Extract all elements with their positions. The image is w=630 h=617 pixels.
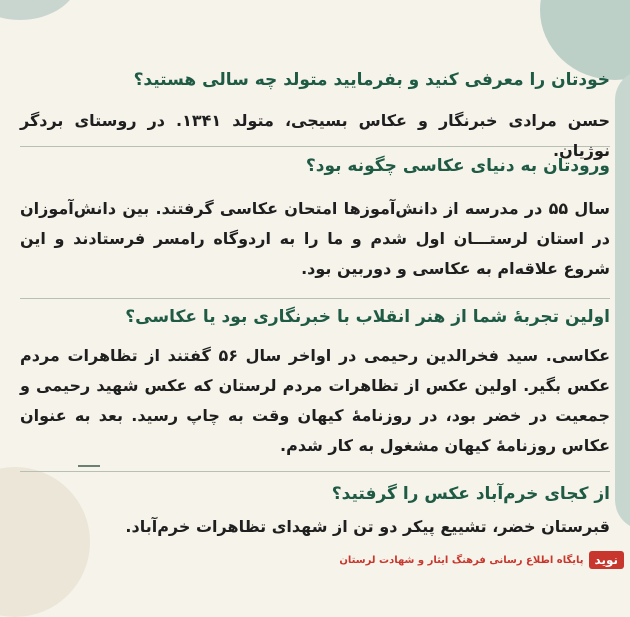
logo-text: پایگاه اطلاع رسانی فرهنگ ایثار و شهادت لرستان [339, 554, 584, 566]
answer-1: حسن مرادی خبرنگار و عکاس بسیجی، متولد ۱۳۴۱. در روستای بردگر نوژیان. [20, 111, 610, 160]
logo-mark: نوید [589, 551, 624, 569]
answer-2: سال ۵۵ در مدرسه از دانش‌آموزها امتحان عکاسی گرفتند. بین دانش‌آموزان در استان لرستـــان اول شدم و ما را به اردوگاه رامسر فرستادند و این شروع علاقه‌ام به عکاسی و دوربین بود. [20, 199, 610, 278]
question-3: اولین تجربهٔ شما از هنر انقلاب با خبرنگاری بود یا عکاسی؟ [125, 307, 610, 327]
question-2: ورودتان به دنیای عکاسی چگونه بود؟ [305, 156, 610, 176]
answer-4: قبرستان خضر، تشییع پیکر دو تن از شهدای تظاهرات خرم‌آباد. [125, 517, 610, 536]
answer-3: عکاسی. سید فخرالدین رحیمی در اواخر سال ۵۶ گفتند از تظاهرات مردم عکس بگیر. اولین عکس از تظاهرات مردم لرستان که عکس شهید رحیمی و جمعیت در خضر بود، در روزنامهٔ کیهان وقت به چاپ رسید. بعد به عنوان عکاس روزنامهٔ کیهان مشغول به کار شدم. [20, 346, 611, 455]
interview-body [20, 0, 610, 577]
site-logo [339, 549, 624, 571]
question-1: خودتان را معرفی کنید و بفرمایید متولد چه سالی هستید؟ [133, 70, 610, 90]
question-4: از کجای خرم‌آباد عکس را گرفتید؟ [331, 484, 610, 504]
decor-blob-right [615, 70, 630, 530]
